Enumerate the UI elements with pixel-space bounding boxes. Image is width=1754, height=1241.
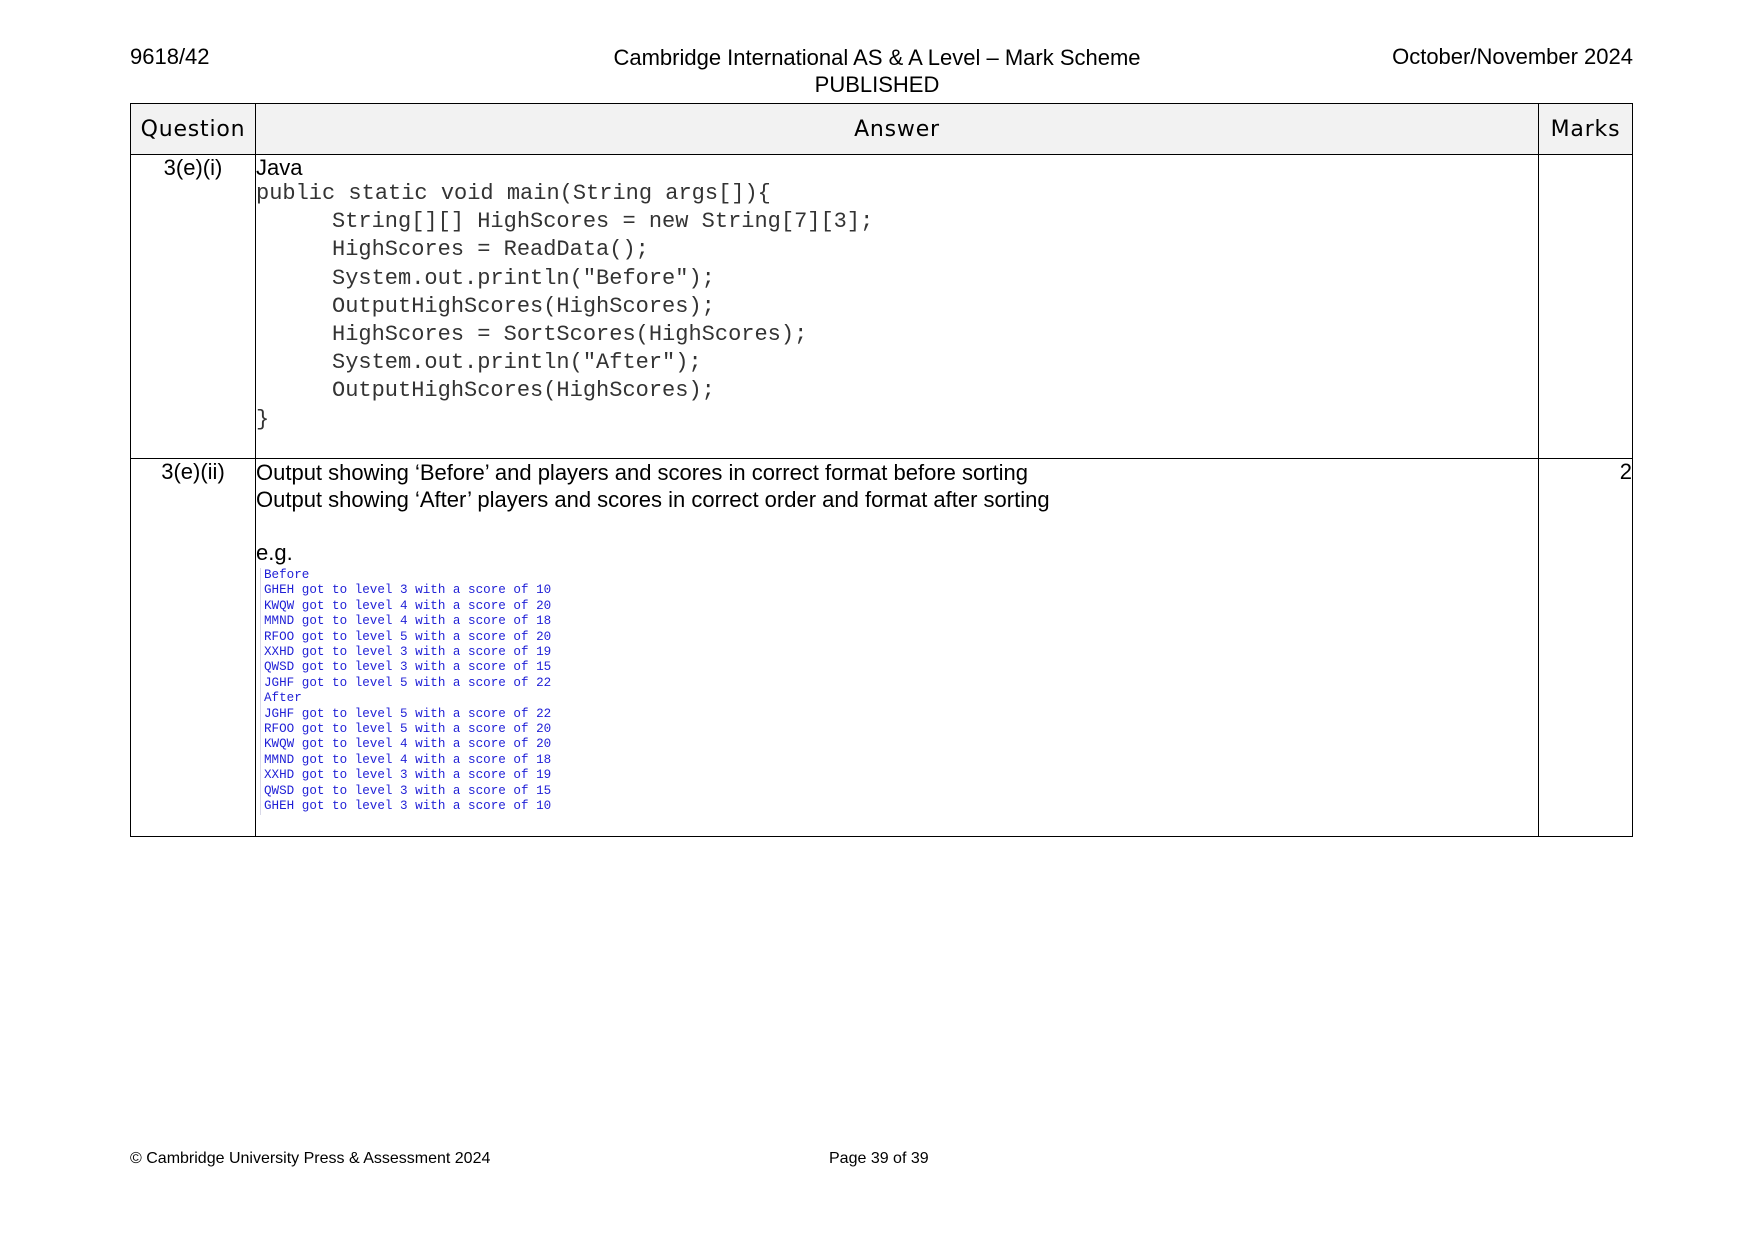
question-number: 3(e)(i)	[131, 155, 256, 459]
console-line: After	[264, 691, 302, 706]
code-line: OutputHighScores(HighScores);	[332, 293, 715, 319]
code-line: System.out.println("Before");	[332, 265, 715, 291]
copyright-notice: © Cambridge University Press & Assessment 2024	[130, 1150, 491, 1167]
paper-code: 9618/42	[130, 44, 210, 69]
code-line: }	[256, 406, 270, 432]
sample-console-output	[260, 568, 1538, 815]
language-label: Java	[256, 155, 303, 180]
console-line: QWSD got to level 3 with a score of 15	[264, 783, 552, 798]
code-line: String[][] HighScores = new String[7][3];	[332, 209, 874, 235]
code-line: OutputHighScores(HighScores);	[332, 378, 715, 404]
console-line: JGHF got to level 5 with a score of 22	[264, 706, 552, 721]
answer-column-header: Answer	[256, 104, 1539, 155]
table-header-row	[131, 104, 1633, 155]
question-number: 3(e)(ii)	[131, 459, 256, 837]
marks-cell	[1539, 155, 1633, 459]
console-line: MMND got to level 4 with a score of 18	[264, 614, 552, 629]
marking-point: Output showing ‘Before’ and players and scores in correct format before sorting	[256, 460, 1029, 485]
marks-column-header: Marks	[1539, 104, 1633, 155]
code-line: System.out.println("After");	[332, 350, 702, 376]
console-line: KWQW got to level 4 with a score of 20	[264, 598, 552, 613]
console-line: RFOO got to level 5 with a score of 20	[264, 722, 552, 737]
code-line: HighScores = SortScores(HighScores);	[332, 322, 808, 348]
answer-cell	[256, 155, 1539, 459]
code-line: public static void main(String args[]){	[256, 181, 771, 206]
question-column-header: Question	[131, 104, 256, 155]
java-code-block	[256, 180, 1538, 434]
title-line: Cambridge International AS & A Level – Mark Scheme	[613, 45, 1141, 70]
console-line: GHEH got to level 3 with a score of 10	[264, 799, 552, 814]
console-line: JGHF got to level 5 with a score of 22	[264, 675, 552, 690]
table-row	[131, 459, 1633, 837]
console-line: RFOO got to level 5 with a score of 20	[264, 629, 552, 644]
console-line: KWQW got to level 4 with a score of 20	[264, 737, 552, 752]
published-label: PUBLISHED	[814, 72, 940, 97]
console-line: XXHD got to level 3 with a score of 19	[264, 645, 552, 660]
mark-scheme-table	[130, 103, 1633, 837]
marks-cell: 2	[1539, 459, 1633, 837]
console-line: QWSD got to level 3 with a score of 15	[264, 660, 552, 675]
example-label: e.g.	[256, 540, 293, 565]
console-line: XXHD got to level 3 with a score of 19	[264, 768, 552, 783]
console-line: Before	[264, 568, 310, 582]
code-line: HighScores = ReadData();	[332, 237, 649, 263]
answer-cell	[256, 459, 1539, 837]
console-line: MMND got to level 4 with a score of 18	[264, 752, 552, 767]
table-row	[131, 155, 1633, 459]
exam-session: October/November 2024	[1392, 44, 1633, 69]
console-line: GHEH got to level 3 with a score of 10	[264, 583, 552, 598]
marking-point: Output showing ‘After’ players and scores in correct order and format after sorting	[256, 487, 1050, 512]
page-number: Page 39 of 39	[829, 1150, 929, 1167]
